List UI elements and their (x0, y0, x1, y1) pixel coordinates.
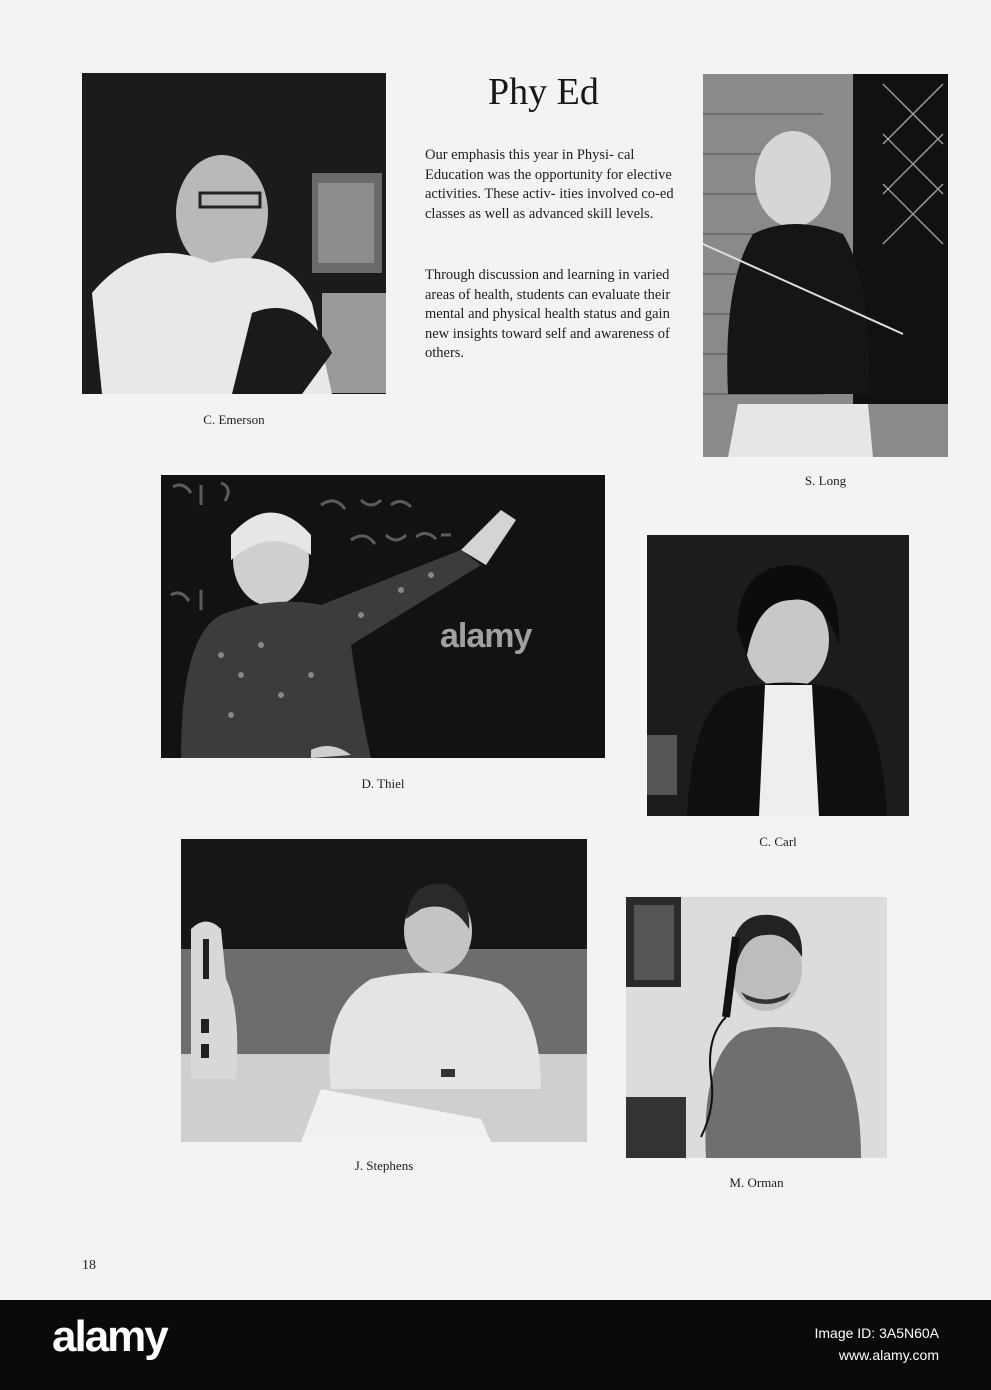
caption-c-carl: C. Carl (759, 834, 797, 849)
caption-m-orman: M. Orman (729, 1175, 784, 1190)
caption-c-emerson: C. Emerson (203, 412, 265, 427)
photo-j-stephens (181, 839, 587, 1142)
photo-s-long (703, 74, 948, 457)
page-number: 18 (82, 1258, 96, 1273)
caption-j-stephens: J. Stephens (354, 1158, 414, 1173)
caption-d-thiel: D. Thiel (361, 776, 405, 791)
image-id-label: Image ID: 3A5N60A (814, 1325, 939, 1341)
photo-c-emerson (82, 73, 386, 394)
image-id-block (814, 1322, 939, 1366)
health-paragraph: Through discussion and learning in varied areas of health, students can evaluate their mental and physical health status and gain new insights toward self and awareness of others. (425, 267, 671, 361)
caption-s-long: S. Long (804, 473, 847, 488)
site-url: www.alamy.com (838, 1347, 939, 1363)
page-title: Phy Ed (488, 71, 599, 113)
photo-c-carl (647, 535, 909, 816)
alamy-logo: alamy (52, 1312, 167, 1361)
watermark-overlay: alamy (440, 617, 532, 655)
photo-m-orman (626, 897, 887, 1158)
intro-paragraph: Our emphasis this year in Physi- cal Education was the opportunity for elective activities. These activ- ities involved co-ed classes as well as advanced skill levels. (425, 147, 674, 222)
photo-d-thiel (161, 475, 605, 758)
